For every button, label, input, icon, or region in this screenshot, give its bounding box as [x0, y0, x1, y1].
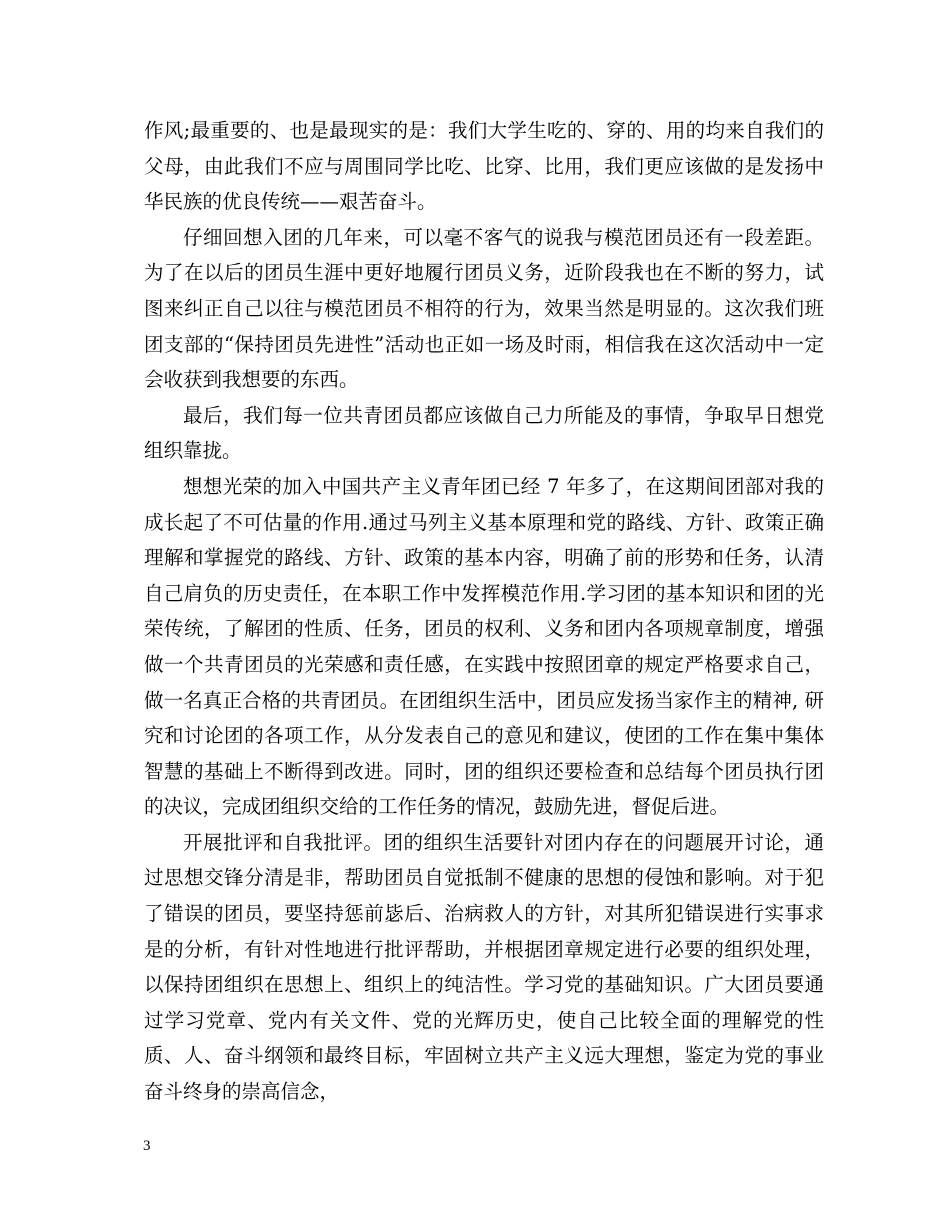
paragraph-1: 作风;最重要的、也是最现实的是：我们大学生吃的、穿的、用的均来自我们的父母，由此我们不应与周围同学比吃、比穿、比用，我们更应该做的是发扬中华民族的优良传统——艰苦奋斗。 — [144, 119, 824, 214]
document-body — [144, 113, 824, 1110]
page-number: 3 — [143, 1138, 151, 1154]
paragraph-4: 想想光荣的加入中国共产主义青年团已经 7 年多了，在这期间团部对我的成长起了不可估量的作用.通过马列主义基本原理和党的路线、方针、政策正确理解和掌握党的路线、方针、政策的基本内容，明确了前的形势和任务，认清自己肩负的历史责任，在本职工作中发挥模范作用.学习团的基本知识和团的光荣传统，了解团的性质、任务，团员的权利、义务和团内各项规章制度，增强做一个共青团员的光荣感和责任感，在实践中按照团章的规定严格要求自己，做一名真正合格的共青团员。在团组织生活中，团员应发扬当家作主的精神, 研究和讨论团的各项工作，从分发表自己的意见和建议，使团的工作在集中集体智慧的基础上不断得到改进。同时，团的组织还要检查和总结每个团员执行团的决议，完成团组织交给的工作任务的情况，鼓励先进，督促后进。 — [144, 474, 824, 819]
paragraph-3: 最后，我们每一位共青团员都应该做自己力所能及的事情，争取早日想党组织靠拢。 — [144, 403, 824, 463]
paragraph-5: 开展批评和自我批评。团的组织生活要针对团内存在的问题展开讨论，通过思想交锋分清是非，帮助团员自觉抵制不健康的思想的侵蚀和影响。对于犯了错误的团员，要坚持惩前毖后、治病救人的方针，对其所犯错误进行实事求是的分析，有针对性地进行批评帮助，并根据团章规定进行必要的组织处理，以保持团组织在思想上、组织上的纯洁性。学习党的基础知识。广大团员要通过学习党章、党内有关文件、党的光辉历史，使自己比较全面的理解党的性质、人、奋斗纲领和最终目标，牢固树立共产主义远大理想，鉴定为党的事业奋斗终身的崇高信念， — [144, 830, 824, 1104]
paragraph-2: 仔细回想入团的几年来，可以毫不客气的说我与模范团员还有一段差距。为了在以后的团员生涯中更好地履行团员义务，近阶段我也在不断的努力，试图来纠正自己以往与模范团员不相符的行为，效果当然是明显的。这次我们班团支部的“保持团员先进性”活动也正如一场及时雨，相信我在这次活动中一定会收获到我想要的东西。 — [144, 225, 824, 392]
